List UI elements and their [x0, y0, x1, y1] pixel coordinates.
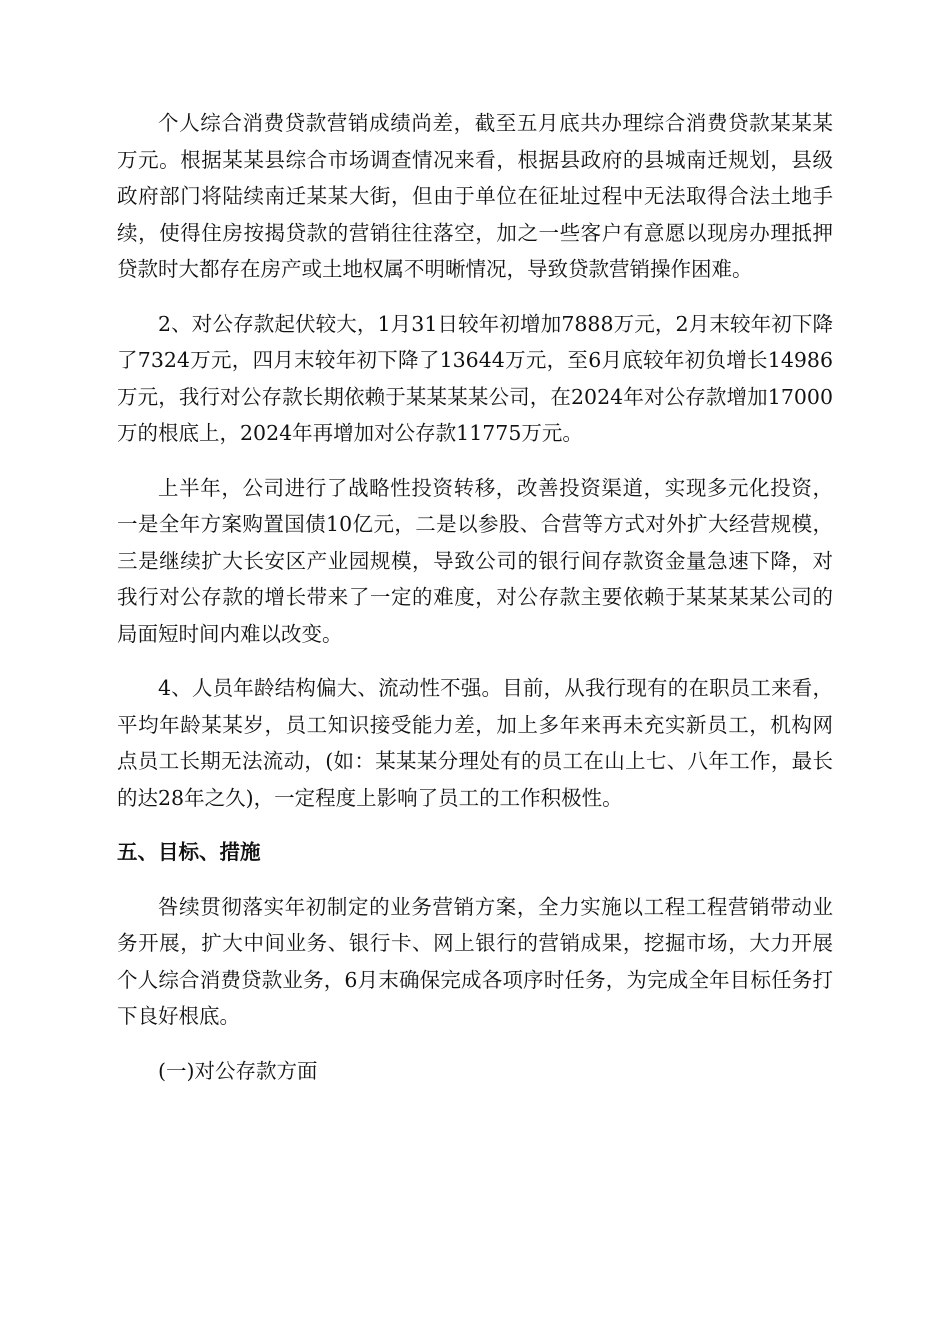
paragraph-gap [117, 452, 833, 470]
paragraph-staff-structure: 4、人员年龄结构偏大、流动性不强。目前，从我行现有的在职员工来看，平均年龄某某岁，员工知识接受能力差，加上多年来再未充实新员工，机构网点员工长期无法流动，(如：某某某分理处有的员工在山上七、八年工作，最长的达28年之久)，一定程度上影响了员工的工作积极性。 [117, 676, 833, 810]
document-page [117, 105, 833, 1089]
paragraph-gap [117, 288, 833, 306]
paragraph-gap [117, 816, 833, 834]
paragraph-goals-measures: 咎续贯彻落实年初制定的业务营销方案，全力实施以工程工程营销带动业务开展，扩大中间业务、银行卡、网上银行的营销成果，挖掘市场，大力开展个人综合消费贷款业务，6月末确保完成各项序时任务，为完成全年目标任务打下良好根底。 [117, 894, 833, 1028]
paragraph-investment-transfer: 上半年，公司进行了战略性投资转移，改善投资渠道，实现多元化投资，一是全年方案购置国债10亿元，二是以参股、合营等方式对外扩大经营规模，三是继续扩大长安区产业园规模，导致公司的银行间存款资金量急速下降，对我行对公存款的增长带来了一定的难度，对公存款主要依赖于某某某某公司的局面短时间内难以改变。 [117, 475, 833, 646]
paragraph-gap [117, 1035, 833, 1053]
section-heading-goals: 五、目标、措施 [117, 840, 261, 864]
paragraph-corporate-deposit: 2、对公存款起伏较大，1月31日较年初增加7888万元，2月末较年初下降了7324万元，四月末较年初下降了13644万元，至6月底较年初负增长14986万元，我行对公存款长期依赖于某某某某公司，在2024年对公存款增加17000万的根底上，2024年再增加对公存款11775万元。 [117, 311, 833, 445]
paragraph-gap [117, 871, 833, 889]
paragraph-consumer-loan: 个人综合消费贷款营销成绩尚差，截至五月底共办理综合消费贷款某某某万元。根据某某县综合市场调查情况来看，根据县政府的县城南迁规划，县级政府部门将陆续南迁某某大街，但由于单位在征址过程中无法取得合法土地手续，使得住房按揭贷款的营销往往落空，加之一些客户有意愿以现房办理抵押贷款时大都存在房产或土地权属不明晰情况，导致贷款营销操作困难。 [117, 111, 833, 281]
subheading-corporate-deposit: (一)对公存款方面 [158, 1058, 318, 1083]
paragraph-gap [117, 652, 833, 670]
